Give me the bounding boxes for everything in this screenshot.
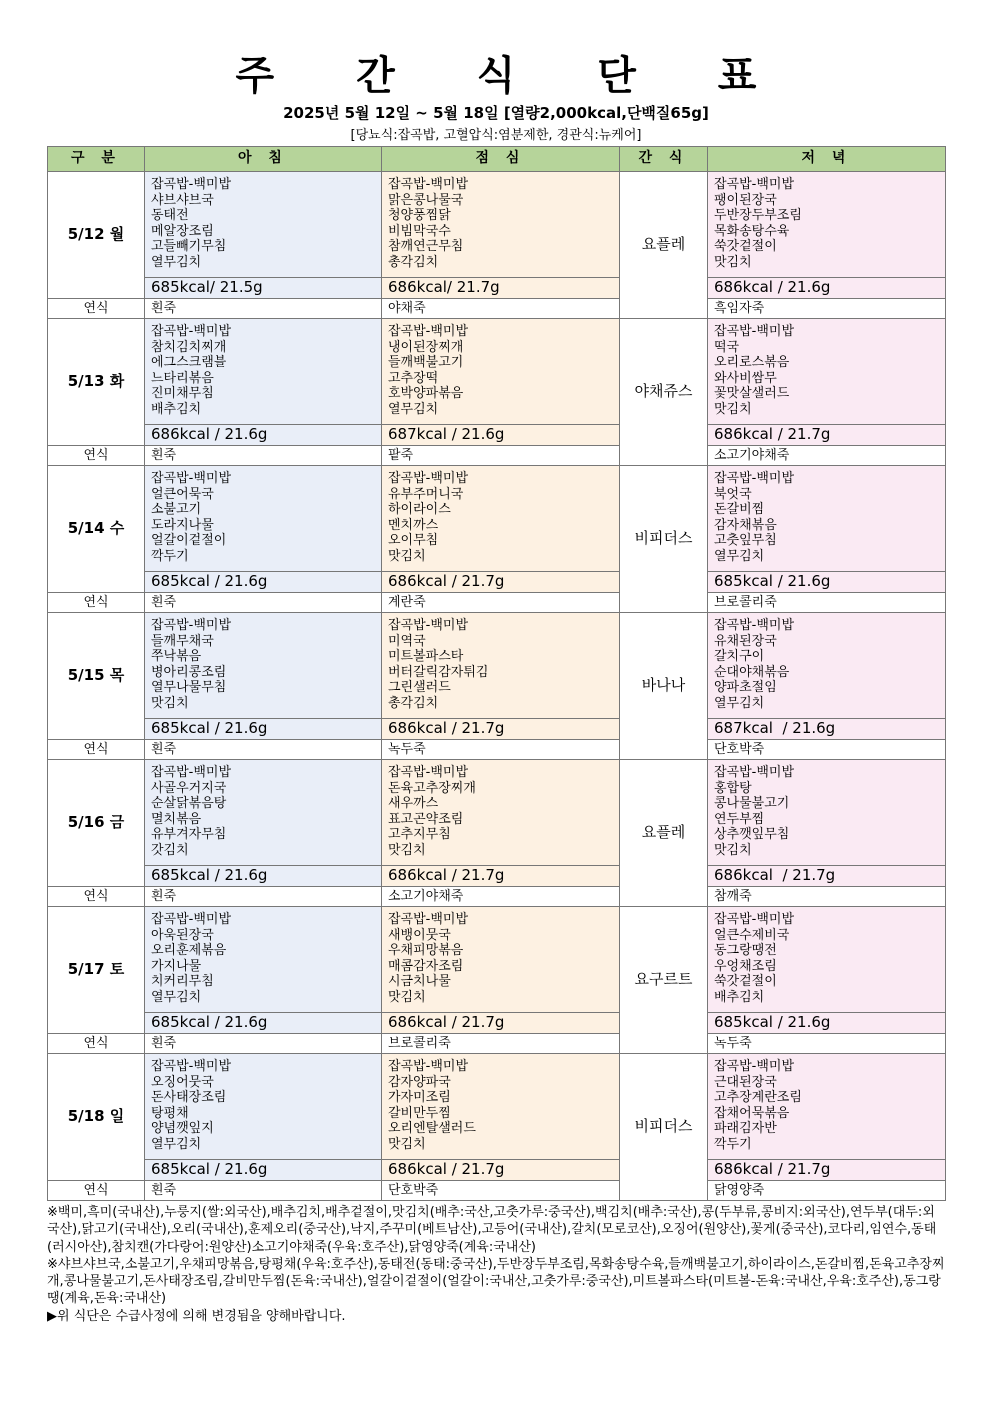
breakfast-menu: 잡곡밥-백미밥 참치김치찌개 에그스크램블 느타리볶음 진미채무침 배추김치 [145,319,382,425]
day-label: 5/17 토 [48,907,145,1034]
lunch-menu: 잡곡밥-백미밥 돈육고추장찌개 새우까스 표고곤약조림 고추지무침 맛김치 [382,760,620,866]
dinner-kcal: 686kcal / 21.7g [708,866,946,887]
porridge-row [48,299,946,319]
diet-note: [당뇨식:잡곡밥, 고혈압식:염분제한, 경관식:뉴케어] [350,128,642,143]
breakfast-menu: 잡곡밥-백미밥 사골우거지국 순살닭볶음탕 멸치볶음 유부겨자무침 갓김치 [145,760,382,866]
day-menu-row [48,907,946,1013]
breakfast-menu: 잡곡밥-백미밥 얼큰어묵국 소불고기 도라지나물 얼갈이겉절이 깍두기 [145,466,382,572]
dinner-kcal: 687kcal / 21.6g [708,719,946,740]
day-label: 5/15 목 [48,613,145,740]
breakfast-menu: 잡곡밥-백미밥 들깨무채국 쭈낙볶음 병아리콩조림 열무나물무침 맛김치 [145,613,382,719]
porridge-label: 연식 [48,1034,145,1054]
breakfast-kcal: 685kcal / 21.6g [145,866,382,887]
porridge-label: 연식 [48,740,145,760]
porridge-dinner: 단호박죽 [708,740,946,760]
snack-item: 바나나 [620,613,708,760]
porridge-dinner: 참깨죽 [708,887,946,907]
snack-item: 야채쥬스 [620,319,708,466]
day-menu-row [48,760,946,866]
breakfast-menu: 잡곡밥-백미밥 아욱된장국 오리훈제볶음 가지나물 치커리무침 열무김치 [145,907,382,1013]
porridge-dinner: 닭영양죽 [708,1181,946,1201]
porridge-dinner: 소고기야채죽 [708,446,946,466]
day-kcal-row [48,719,946,740]
porridge-dinner: 흑임자죽 [708,299,946,319]
porridge-label: 연식 [48,887,145,907]
snack-item: 요플레 [620,760,708,907]
lunch-kcal: 686kcal / 21.7g [382,1160,620,1181]
dinner-menu: 잡곡밥-백미밥 유채된장국 갈치구이 순대야채볶음 양파초절임 열무김치 [708,613,946,719]
dinner-menu: 잡곡밥-백미밥 팽이된장국 두반장두부조림 목화송탕수육 쑥갓겉절이 맛김치 [708,172,946,278]
breakfast-menu: 잡곡밥-백미밥 샤브샤브국 동태전 메알장조림 고들빼기무침 열무김치 [145,172,382,278]
porridge-lunch: 소고기야채죽 [382,887,620,907]
breakfast-kcal: 685kcal/ 21.5g [145,278,382,299]
porridge-lunch: 야채죽 [382,299,620,319]
day-menu-row [48,172,946,278]
day-kcal-row [48,866,946,887]
dinner-kcal: 686kcal / 21.7g [708,425,946,446]
day-menu-row [48,1054,946,1160]
porridge-breakfast: 흰죽 [145,1181,382,1201]
day-kcal-row [48,425,946,446]
porridge-row [48,446,946,466]
porridge-breakfast: 흰죽 [145,446,382,466]
lunch-menu: 잡곡밥-백미밥 새뱅이뭇국 우채피망볶음 매콤감자조림 시금치나물 맛김치 [382,907,620,1013]
breakfast-kcal: 685kcal / 21.6g [145,1013,382,1034]
day-kcal-row [48,1013,946,1034]
snack-item: 요플레 [620,172,708,319]
porridge-lunch: 단호박죽 [382,1181,620,1201]
day-menu-row [48,466,946,572]
breakfast-kcal: 685kcal / 21.6g [145,719,382,740]
porridge-breakfast: 흰죽 [145,1034,382,1054]
day-label: 5/12 월 [48,172,145,299]
day-kcal-row [48,572,946,593]
day-label: 5/13 화 [48,319,145,446]
day-label: 5/14 수 [48,466,145,593]
lunch-menu: 잡곡밥-백미밥 유부주머니국 하이라이스 멘치까스 오이무침 맛김치 [382,466,620,572]
porridge-label: 연식 [48,593,145,613]
day-menu-row [48,319,946,425]
footer-notes [47,1204,947,1325]
lunch-kcal: 686kcal / 21.7g [382,719,620,740]
dinner-menu: 잡곡밥-백미밥 홍합탕 콩나물불고기 연두부찜 상추깻잎무침 맛김치 [708,760,946,866]
day-kcal-row [48,1160,946,1181]
porridge-breakfast: 흰죽 [145,740,382,760]
breakfast-kcal: 685kcal / 21.6g [145,572,382,593]
porridge-lunch: 브로콜리죽 [382,1034,620,1054]
porridge-label: 연식 [48,299,145,319]
header-breakfast: 아 침 [145,147,382,172]
dinner-menu: 잡곡밥-백미밥 떡국 오리로스볶음 와사비쌈무 꽃맛살샐러드 맛김치 [708,319,946,425]
dinner-kcal: 686kcal / 21.7g [708,1160,946,1181]
header-lunch: 점 심 [382,147,620,172]
header-category: 구 분 [48,147,145,172]
day-label: 5/16 금 [48,760,145,887]
lunch-menu: 잡곡밥-백미밥 맑은콩나물국 청양풍찜닭 비빔막국수 참깨연근무침 총각김치 [382,172,620,278]
change-notice: ▶위 식단은 수급사정에 의해 변경됨을 양해바랍니다. [47,1308,346,1324]
lunch-menu: 잡곡밥-백미밥 미역국 미트볼파스타 버터갈릭감자튀김 그린샐러드 총각김치 [382,613,620,719]
lunch-kcal: 686kcal / 21.7g [382,866,620,887]
day-menu-row [48,613,946,719]
lunch-kcal: 687kcal / 21.6g [382,425,620,446]
lunch-menu: 잡곡밥-백미밥 감자양파국 가자미조림 갈비만두찜 오리엔탈샐러드 맛김치 [382,1054,620,1160]
porridge-breakfast: 흰죽 [145,887,382,907]
weekly-menu-table [47,146,946,1201]
dinner-menu: 잡곡밥-백미밥 근대된장국 고추장계란조림 잡채어묵볶음 파래김자반 깍두기 [708,1054,946,1160]
porridge-row [48,887,946,907]
porridge-row [48,593,946,613]
origin-note-1: ※백미,흑미(국내산),누룽지(쌀:외국산),배추김치,배추겉절이,맛김치(배추:국산,고춧가루:중국산),백김치(배추:국산),콩(두부류,콩비지:외국산),연두부(대두:외국산),닭고기(국내산),오리(국내산),훈제오리(중국산),낙지,주꾸미(베트남산),고등어(국내산),갈치(모로코산),오징어(원양산),꽃게(중국산),코다리,임연수,동태(러시아산),참치캔(가다랑어:원양산)소고기야채죽(우육:호주산),닭영양죽(계육:국내산) [47,1205,937,1255]
porridge-label: 연식 [48,446,145,466]
porridge-row [48,740,946,760]
breakfast-kcal: 685kcal / 21.6g [145,1160,382,1181]
snack-item: 요구르트 [620,907,708,1054]
header-snack: 간 식 [620,147,708,172]
dinner-kcal: 686kcal / 21.6g [708,278,946,299]
origin-note-2: ※샤브샤브국,소불고기,우채피망볶음,탕평채(우육:호주산),동태전(동태:중국산),두반장두부조림,목화송탕수육,들깨백불고기,하이라이스,돈갈비찜,돈육고추장찌개,콩나물불고기,돈사태장조림,갈비만두찜(돈육:국내산),얼갈이겉절이(얼갈이:국내산,고춧가루:중국산),미트볼파스타(미트볼-돈육:국내산,우육:호주산),동그랑땡(계육,돈육:국내산) [47,1256,945,1307]
dinner-kcal: 685kcal / 21.6g [708,572,946,593]
dinner-menu: 잡곡밥-백미밥 북엇국 돈갈비찜 감자채볶음 고춧잎무침 열무김치 [708,466,946,572]
porridge-lunch: 녹두죽 [382,740,620,760]
lunch-kcal: 686kcal / 21.7g [382,572,620,593]
lunch-kcal: 686kcal / 21.7g [382,1013,620,1034]
snack-item: 비피더스 [620,1054,708,1201]
porridge-breakfast: 흰죽 [145,593,382,613]
porridge-row [48,1034,946,1054]
dinner-menu: 잡곡밥-백미밥 얼큰수제비국 동그랑땡전 우엉채조림 쑥갓겉절이 배추김치 [708,907,946,1013]
day-label: 5/18 일 [48,1054,145,1181]
date-range-subtitle: 2025년 5월 12일 ~ 5월 18일 [열량2,000kcal,단백질65g] [283,104,709,122]
lunch-kcal: 686kcal/ 21.7g [382,278,620,299]
day-kcal-row [48,278,946,299]
page-title: 주 간 식 단 표 [235,53,791,99]
breakfast-menu: 잡곡밥-백미밥 오징어뭇국 돈사태장조림 탕평채 양념깻잎지 열무김치 [145,1054,382,1160]
lunch-menu: 잡곡밥-백미밥 냉이된장찌개 들깨백불고기 고추장떡 호박양파볶음 열무김치 [382,319,620,425]
porridge-dinner: 브로콜리죽 [708,593,946,613]
porridge-lunch: 계란죽 [382,593,620,613]
porridge-lunch: 팥죽 [382,446,620,466]
porridge-breakfast: 흰죽 [145,299,382,319]
header-dinner: 저 녁 [708,147,946,172]
dinner-kcal: 685kcal / 21.6g [708,1013,946,1034]
porridge-dinner: 녹두죽 [708,1034,946,1054]
snack-item: 비피더스 [620,466,708,613]
porridge-row [48,1181,946,1201]
menu-body [48,172,946,1201]
header-row [48,147,946,172]
porridge-label: 연식 [48,1181,145,1201]
breakfast-kcal: 686kcal / 21.6g [145,425,382,446]
